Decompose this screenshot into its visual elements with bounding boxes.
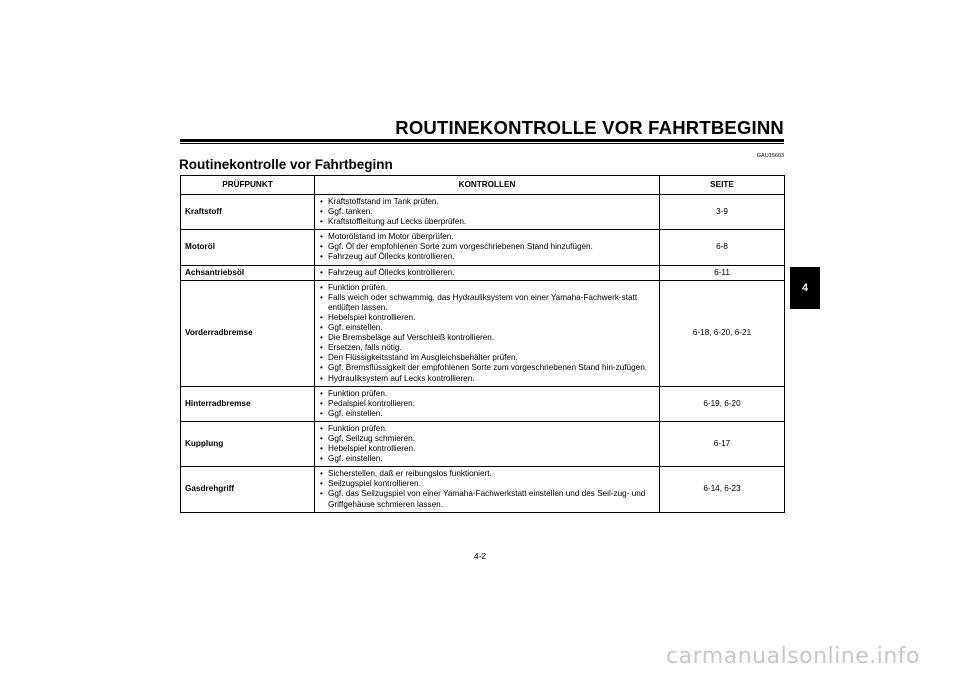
table-row (181, 421, 785, 466)
check-list-item: • Funktion prüfen. (319, 283, 655, 293)
check-item: Achsantriebsöl (181, 265, 315, 280)
page-reference: 6-14, 6-23 (660, 467, 785, 512)
check-list-item: • Motorölstand im Motor überprüfen. (319, 232, 655, 242)
check-list-item: • Hebelspiel kontrollieren. (319, 313, 655, 323)
page-reference: 6-19, 6-20 (660, 386, 785, 421)
chapter-tab[interactable]: 4 (790, 267, 820, 309)
table-header-row (181, 176, 785, 195)
check-list-item: • Ersetzen, falls nötig. (319, 343, 655, 353)
check-list-item: • Pedalspiel kontrollieren. (319, 399, 655, 409)
check-list-item: • Hebelspiel kontrollieren. (319, 444, 655, 454)
table-row (181, 265, 785, 280)
check-list (319, 197, 655, 227)
check-list-item: • Hydrauliksystem auf Lecks kontrollieren. (319, 374, 655, 384)
document-code: GAU15603 (756, 153, 784, 159)
table-row (181, 230, 785, 265)
table-row (181, 195, 785, 230)
page-reference: 6-8 (660, 230, 785, 265)
check-list-item: • Ggf. das Seilzugspiel von einer Yamaha-Fachwerkstatt einstellen und des Seil-zug- und Griffgehäuse schmieren lassen. (319, 489, 655, 509)
check-item: Hinterradbremse (181, 386, 315, 421)
check-list-item: • Ggf. Bremsflüssigkeit der empfohlenen Sorte zum vorgeschriebenen Stand hin-zufügen. (319, 363, 655, 373)
column-header-page: SEITE (660, 176, 785, 195)
check-item: Vorderradbremse (181, 280, 315, 386)
table-row (181, 280, 785, 386)
check-item: Gasdrehgriff (181, 467, 315, 512)
check-list (319, 268, 655, 278)
check-list-cell (315, 386, 660, 421)
column-header-checks: KONTROLLEN (315, 176, 660, 195)
check-list-item: • Die Bremsbeläge auf Verschleiß kontrollieren. (319, 333, 655, 343)
section-title: Routinekontrolle vor Fahrtbeginn (179, 157, 393, 172)
table-row (181, 386, 785, 421)
check-item: Motoröl (181, 230, 315, 265)
table-row (181, 467, 785, 512)
check-list-item: • Falls weich oder schwammig, das Hydrauliksystem von einer Yamaha-Fachwerk-statt entlüften lassen. (319, 293, 655, 313)
check-list-item: • Funktion prüfen. (319, 424, 655, 434)
check-list-item: • Kraftstoffleitung auf Lecks überprüfen. (319, 217, 655, 227)
check-list-item: • Funktion prüfen. (319, 389, 655, 399)
check-list (319, 283, 655, 384)
header-rule (180, 139, 784, 142)
page-reference: 6-17 (660, 421, 785, 466)
check-list-item: • Ggf. einstellen. (319, 454, 655, 464)
check-list-item: • Ggf. einstellen. (319, 409, 655, 419)
check-list-item: • Den Flüssigkeitsstand im Ausgleichsbehälter prüfen. (319, 353, 655, 363)
watermark: carmanualsonline.info (666, 644, 920, 669)
check-list-cell (315, 265, 660, 280)
page-reference: 6-18, 6-20, 6-21 (660, 280, 785, 386)
page-header-title: ROUTINEKONTROLLE VOR FAHRTBEGINN (395, 117, 784, 138)
page-reference: 6-11 (660, 265, 785, 280)
check-list-item: • Ggf. Seilzug schmieren. (319, 434, 655, 444)
check-item: Kupplung (181, 421, 315, 466)
check-list-item: • Seilzugspiel kontrollieren. (319, 479, 655, 489)
check-list-item: • Sicherstellen, daß er reibungslos funktioniert. (319, 469, 655, 479)
check-list-item: • Kraftstoffstand im Tank prüfen. (319, 197, 655, 207)
check-list (319, 232, 655, 262)
check-list-cell (315, 195, 660, 230)
check-table (180, 175, 785, 513)
column-header-item: PRÜFPUNKT (181, 176, 315, 195)
check-list-item: • Fahrzeug auf Öllecks kontrollieren. (319, 252, 655, 262)
check-item: Kraftstoff (181, 195, 315, 230)
page-number: 4-2 (473, 551, 487, 561)
check-list-item: • Ggf. tanken. (319, 207, 655, 217)
check-list (319, 424, 655, 464)
check-list-item: • Ggf. einstellen. (319, 323, 655, 333)
check-list-cell (315, 421, 660, 466)
check-list (319, 469, 655, 509)
check-list-cell (315, 467, 660, 512)
check-list (319, 389, 655, 419)
page-reference: 3-9 (660, 195, 785, 230)
header-rule-thin (180, 143, 784, 144)
check-list-cell (315, 280, 660, 386)
check-list-item: • Ggf. Öl der empfohlenen Sorte zum vorgeschriebenen Stand hinzufügen. (319, 242, 655, 252)
check-list-item: • Fahrzeug auf Öllecks kontrollieren. (319, 268, 655, 278)
check-list-cell (315, 230, 660, 265)
